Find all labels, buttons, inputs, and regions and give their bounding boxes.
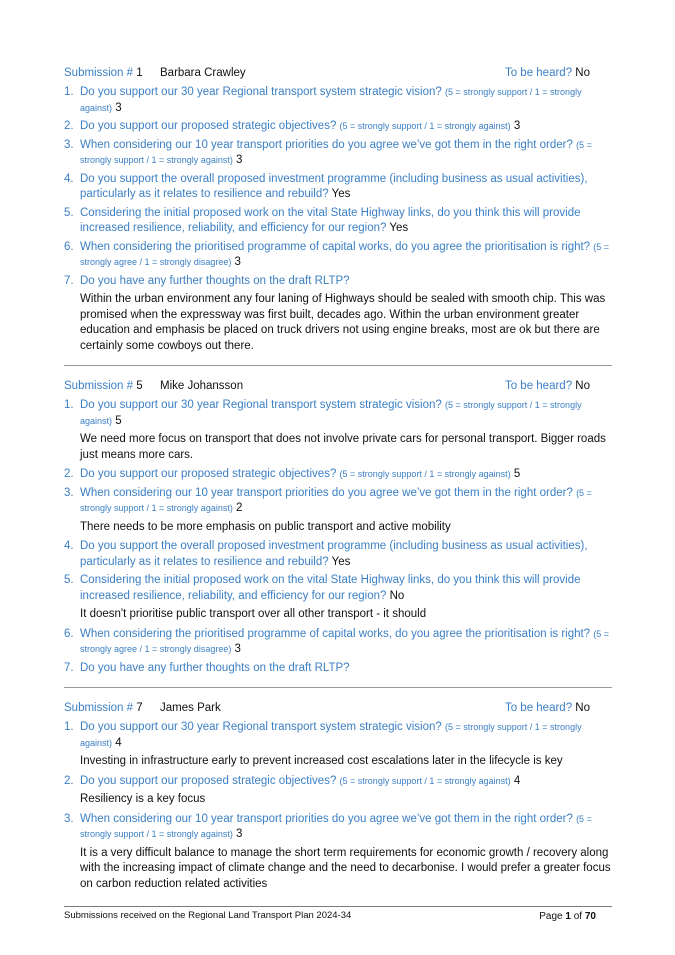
question-number: 3. <box>64 812 74 825</box>
answer-value: 3 <box>115 101 122 114</box>
submission-divider <box>64 365 612 366</box>
submission-block <box>64 63 612 354</box>
submission-header <box>64 698 612 718</box>
submitter-name: James Park <box>160 702 221 714</box>
page-number <box>539 910 596 924</box>
question-text: Do you support our proposed strategic objectives? <box>80 774 337 787</box>
submission-number: 5 <box>136 380 143 392</box>
question-text: When considering our 10 year transport priorities do you agree we’ve got them in the right order? <box>80 486 573 499</box>
submission-header <box>64 376 612 396</box>
question-item <box>64 627 612 658</box>
question-text: When considering the prioritised programme of capital works, do you agree the prioritisation is right? <box>80 240 591 253</box>
question-number: 2. <box>64 774 74 787</box>
question-list <box>64 85 612 354</box>
question-number: 1. <box>64 399 74 411</box>
response-text: We need more focus on transport that does not involve private cars for personal transport. Bigger roads just means more cars. <box>80 433 606 461</box>
question-item <box>64 172 612 203</box>
question-text: Do you support our proposed strategic objectives? <box>80 120 337 132</box>
response-text: Within the urban environment any four laning of Highways should be sealed with smooth chip. This was promised when the expressway was first built, decades ago. Within the urban environment greater education and emphasis be placed on truck drivers not using engine breaks, most are ok but there are certainly some cowboys out there. <box>80 293 606 352</box>
submission-block <box>64 376 612 676</box>
rating-scale: (5 = strongly support / 1 = strongly against) <box>80 487 592 513</box>
answer-value: 3 <box>236 828 243 840</box>
answer-value: 5 <box>513 468 521 480</box>
response-text: Resiliency is a key focus <box>80 793 206 805</box>
question-item <box>64 274 612 355</box>
answer-value: 3 <box>234 256 241 268</box>
question-number: 2. <box>64 468 74 480</box>
question-item <box>64 240 612 271</box>
submitter-name: Mike Johansson <box>160 380 244 392</box>
to-be-heard-label: To be heard? <box>504 380 573 392</box>
question-number: 1. <box>64 86 74 98</box>
question-item <box>64 119 612 135</box>
question-text: When considering our 10 year transport priorities do you agree we’ve got them in the right order? <box>80 138 573 151</box>
question-text: When considering the prioritised programme of capital works, do you agree the prioritisation is right? <box>80 627 591 640</box>
submission-label <box>64 63 143 83</box>
question-item <box>64 720 612 770</box>
rating-scale: (5 = strongly support / 1 = strongly against) <box>80 87 582 113</box>
question-item <box>64 467 612 483</box>
question-text: Considering the initial proposed work on the vital State Highway links, do you think this will provide increased resilience, reliability, and efficiency for our region? <box>80 574 581 602</box>
question-number: 7. <box>64 661 74 674</box>
rating-scale: (5 = strongly support / 1 = strongly against) <box>80 813 592 839</box>
answer-value: 3 <box>513 120 521 132</box>
footer-title: Submissions received on the Regional Land Transport Plan 2024-34 <box>64 910 352 921</box>
submission-label-text: Submission # <box>64 380 134 392</box>
rating-scale: (5 = strongly support / 1 = strongly against) <box>80 400 582 426</box>
page-footer <box>64 906 612 923</box>
rating-scale: (5 = strongly support / 1 = strongly against) <box>339 775 511 786</box>
to-be-heard <box>505 63 590 83</box>
submissions-content <box>64 63 612 896</box>
answer-value: No <box>389 589 405 602</box>
answer-value: Yes <box>331 555 351 568</box>
answer-value: 3 <box>236 154 243 166</box>
rating-scale: (5 = strongly support / 1 = strongly against) <box>339 121 511 131</box>
answer-value: 3 <box>234 643 241 655</box>
question-text: When considering our 10 year transport priorities do you agree we’ve got them in the right order? <box>80 812 573 825</box>
question-text: Do you support our 30 year Regional transport system strategic vision? <box>80 399 442 411</box>
submission-number: 7 <box>136 702 143 714</box>
submission-label <box>64 376 143 396</box>
question-text: Considering the initial proposed work on the vital State Highway links, do you think this will provide increased resilience, reliability, and efficiency for our region? <box>80 206 581 234</box>
question-number: 4. <box>64 540 74 552</box>
response-text: Investing in infrastructure early to prevent increased cost escalations later in the lifecycle is key <box>80 755 563 767</box>
question-number: 1. <box>64 721 74 733</box>
question-number: 6. <box>64 627 74 640</box>
question-number: 3. <box>64 486 74 499</box>
rating-scale: (5 = strongly support / 1 = strongly against) <box>80 722 582 748</box>
question-item <box>64 539 612 570</box>
question-list <box>64 398 612 676</box>
submission-block <box>64 698 612 892</box>
to-be-heard-answer: No <box>575 67 590 79</box>
question-text: Do you support our 30 year Regional transport system strategic vision? <box>80 86 442 98</box>
answer-value: 4 <box>513 774 521 787</box>
current-page: 1 <box>565 911 571 922</box>
question-number: 2. <box>64 120 74 132</box>
response-text: There needs to be more emphasis on public transport and active mobility <box>80 520 451 533</box>
question-list <box>64 720 612 892</box>
question-item <box>64 138 612 169</box>
of-label: of <box>573 911 583 922</box>
answer-value: 2 <box>236 502 243 514</box>
question-number: 6. <box>64 240 74 253</box>
question-text: Do you support our proposed strategic objectives? <box>80 468 337 480</box>
question-item <box>64 812 612 893</box>
to-be-heard-answer: No <box>575 380 590 392</box>
submitter-name: Barbara Crawley <box>160 67 246 79</box>
to-be-heard <box>505 376 590 396</box>
response-text: It is a very difficult balance to manage the short term requirements for economic growth / recovery along with the increasing impact of climate change and the need to decarbonise. I would prefer a greater focus on carbon reduction related activities <box>80 846 611 890</box>
question-item <box>64 573 612 623</box>
question-item <box>64 85 612 116</box>
response-text: It doesn't prioritise public transport over all other transport - it should <box>80 608 427 620</box>
page-label: Page <box>539 911 563 922</box>
answer-value: 4 <box>115 736 122 749</box>
question-number: 7. <box>64 274 74 287</box>
answer-value: Yes <box>389 222 409 234</box>
question-text: Do you support our 30 year Regional transport system strategic vision? <box>80 721 442 733</box>
rating-scale: (5 = strongly agree / 1 = strongly disagree) <box>80 241 610 267</box>
question-item <box>64 661 612 677</box>
total-pages: 70 <box>584 911 596 922</box>
question-number: 5. <box>64 574 74 586</box>
to-be-heard <box>505 698 590 718</box>
rating-scale: (5 = strongly agree / 1 = strongly disagree) <box>80 628 610 654</box>
to-be-heard-label: To be heard? <box>504 702 573 714</box>
submission-number: 1 <box>136 67 143 79</box>
question-item <box>64 398 612 463</box>
question-item <box>64 486 612 536</box>
rating-scale: (5 = strongly support / 1 = strongly against) <box>80 139 592 165</box>
to-be-heard-label: To be heard? <box>504 67 573 79</box>
question-number: 5. <box>64 206 74 219</box>
submission-divider <box>64 687 612 688</box>
submission-label <box>64 698 143 718</box>
question-text: Do you support the overall proposed investment programme (including business as usual activities), particularly as it relates to resilience and rebuild? <box>80 172 588 200</box>
rating-scale: (5 = strongly support / 1 = strongly against) <box>339 469 511 479</box>
question-text: Do you have any further thoughts on the draft RLTP? <box>80 274 350 287</box>
submission-label-text: Submission # <box>64 67 134 79</box>
question-number: 3. <box>64 138 74 151</box>
answer-value: 5 <box>115 414 122 427</box>
submission-header <box>64 63 612 83</box>
answer-value: Yes <box>331 188 351 200</box>
submission-label-text: Submission # <box>64 702 134 714</box>
question-item <box>64 774 612 808</box>
question-number: 4. <box>64 172 74 185</box>
question-item <box>64 206 612 237</box>
question-text: Do you have any further thoughts on the draft RLTP? <box>80 661 350 674</box>
to-be-heard-answer: No <box>575 702 590 714</box>
question-text: Do you support the overall proposed investment programme (including business as usual activities), particularly as it relates to resilience and rebuild? <box>80 540 588 568</box>
